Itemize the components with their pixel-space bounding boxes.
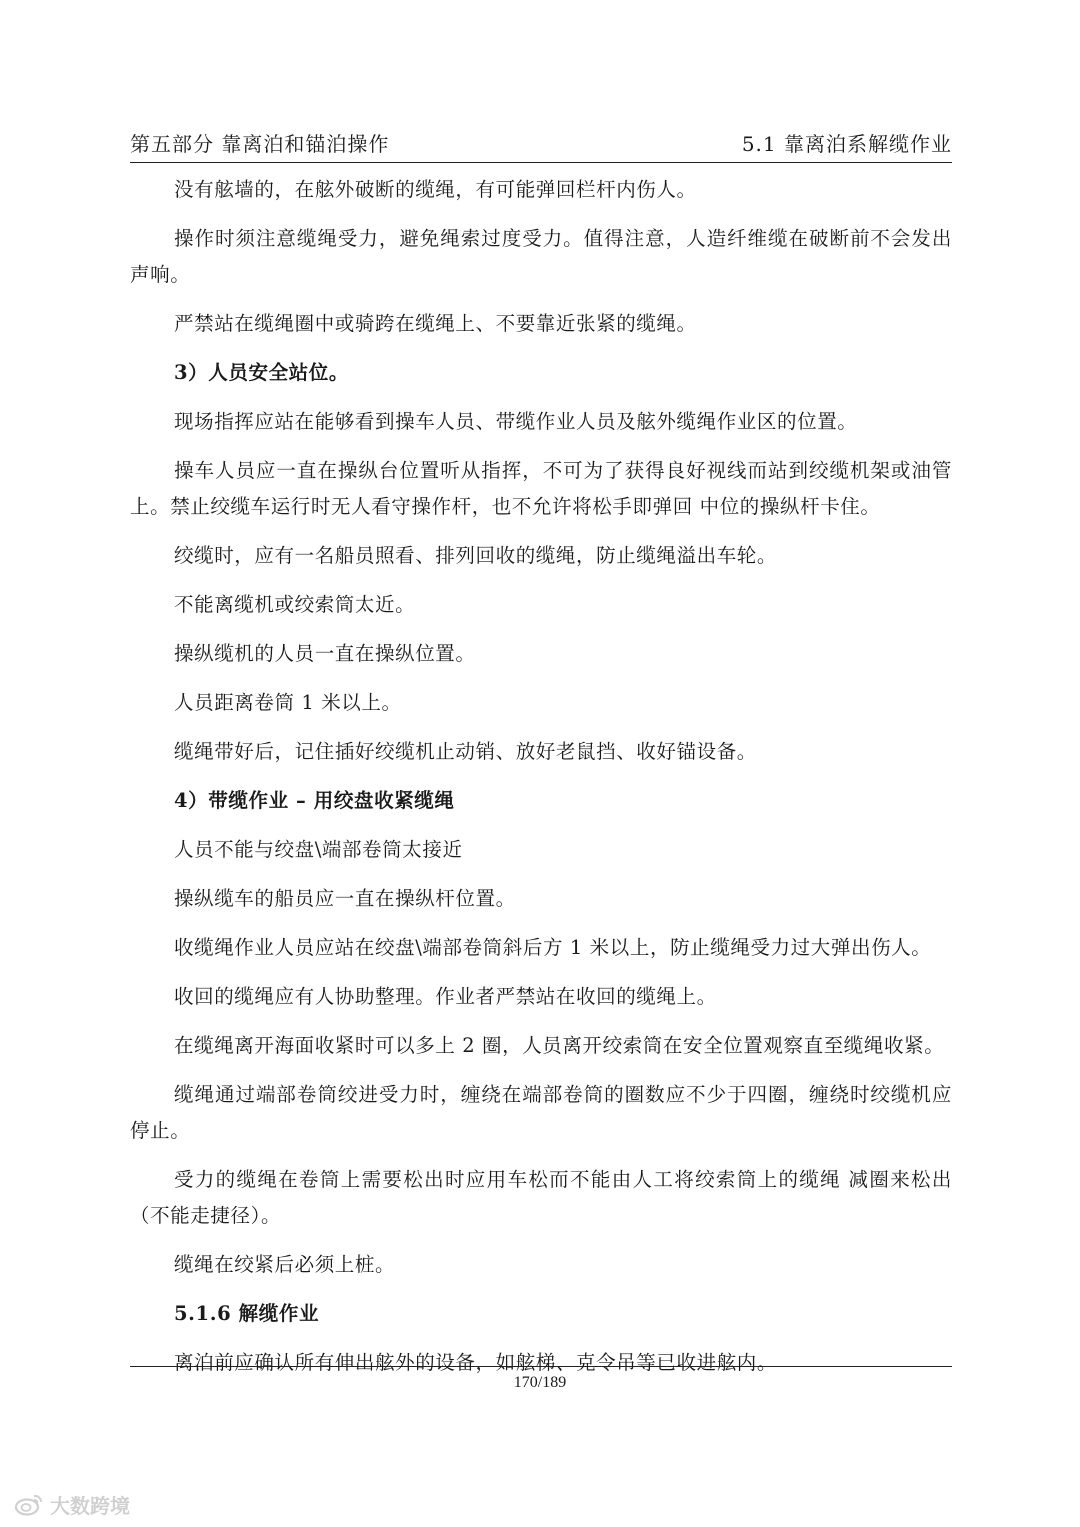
paragraph: 不能离缆机或绞索筒太近。 <box>174 593 416 616</box>
paragraph: 缆绳通过端部卷筒绞进受力时，缠绕在端部卷筒的圈数应不少于四圈，缠绕时绞缆机应停止。 <box>130 1083 952 1142</box>
paragraph: 现场指挥应站在能够看到操车人员、带缆作业人员及舷外缆绳作业区的位置。 <box>174 410 858 433</box>
weibo-logo-icon <box>14 1492 44 1516</box>
section-heading: 4）带缆作业 – 用绞盘收紧缆绳 <box>174 789 455 812</box>
paragraph: 操车人员应一直在操纵台位置听从指挥，不可为了获得良好视线而站到绞缆机架或油管上。禁止绞缆车运行时无人看守操作杆，也不允许将松手即弹回 中位的操纵杆卡住。 <box>130 459 952 518</box>
paragraph: 操作时须注意缆绳受力，避免绳索过度受力。值得注意，人造纤维缆在破断前不会发出声响。 <box>130 227 952 286</box>
paragraph: 受力的缆绳在卷筒上需要松出时应用车松而不能由人工将绞索筒上的缆绳 减圈来松出（不能走捷径）。 <box>130 1168 952 1227</box>
paragraph: 缆绳带好后，记住插好绞缆机止动销、放好老鼠挡、收好锚设备。 <box>174 740 757 763</box>
paragraph: 操纵缆车的船员应一直在操纵杆位置。 <box>174 887 516 910</box>
section-heading: 3）人员安全站位。 <box>174 361 349 384</box>
paragraph: 严禁站在缆绳圈中或骑跨在缆绳上、不要靠近张紧的缆绳。 <box>174 312 697 335</box>
header-section-title: 第五部分 靠离泊和锚泊操作 <box>130 132 390 156</box>
paragraph: 在缆绳离开海面收紧时可以多上 2 圈，人员离开绞索筒在安全位置观察直至缆绳收紧。 <box>174 1034 945 1057</box>
page-header <box>130 128 952 160</box>
paragraph: 绞缆时，应有一名船员照看、排列回收的缆绳，防止缆绳溢出车轮。 <box>174 544 778 567</box>
section-heading: 5.1.6 解缆作业 <box>174 1302 320 1325</box>
paragraph: 收回的缆绳应有人协助整理。作业者严禁站在收回的缆绳上。 <box>174 985 717 1008</box>
paragraph: 操纵缆机的人员一直在操纵位置。 <box>174 642 476 665</box>
header-divider <box>130 162 952 163</box>
page-number: 170/189 <box>513 1374 567 1391</box>
watermark <box>14 1490 130 1518</box>
paragraph: 没有舷墙的，在舷外破断的缆绳，有可能弹回栏杆内伤人。 <box>174 178 697 201</box>
header-subsection-title: 5.1 靠离泊系解缆作业 <box>741 132 952 156</box>
paragraph: 人员不能与绞盘\端部卷筒太接近 <box>174 838 463 861</box>
paragraph: 收缆绳作业人员应站在绞盘\端部卷筒斜后方 1 米以上，防止缆绳受力过大弹出伤人。 <box>174 936 932 959</box>
paragraph: 缆绳在绞紧后必须上桩。 <box>174 1253 396 1276</box>
footer-divider <box>130 1366 952 1367</box>
paragraph: 人员距离卷筒 1 米以上。 <box>174 691 402 714</box>
paragraph: 离泊前应确认所有伸出舷外的设备，如舷梯、克令吊等已收进舷内。 <box>174 1351 778 1374</box>
watermark-text: 大数跨境 <box>50 1493 130 1518</box>
document-body <box>130 172 952 1394</box>
